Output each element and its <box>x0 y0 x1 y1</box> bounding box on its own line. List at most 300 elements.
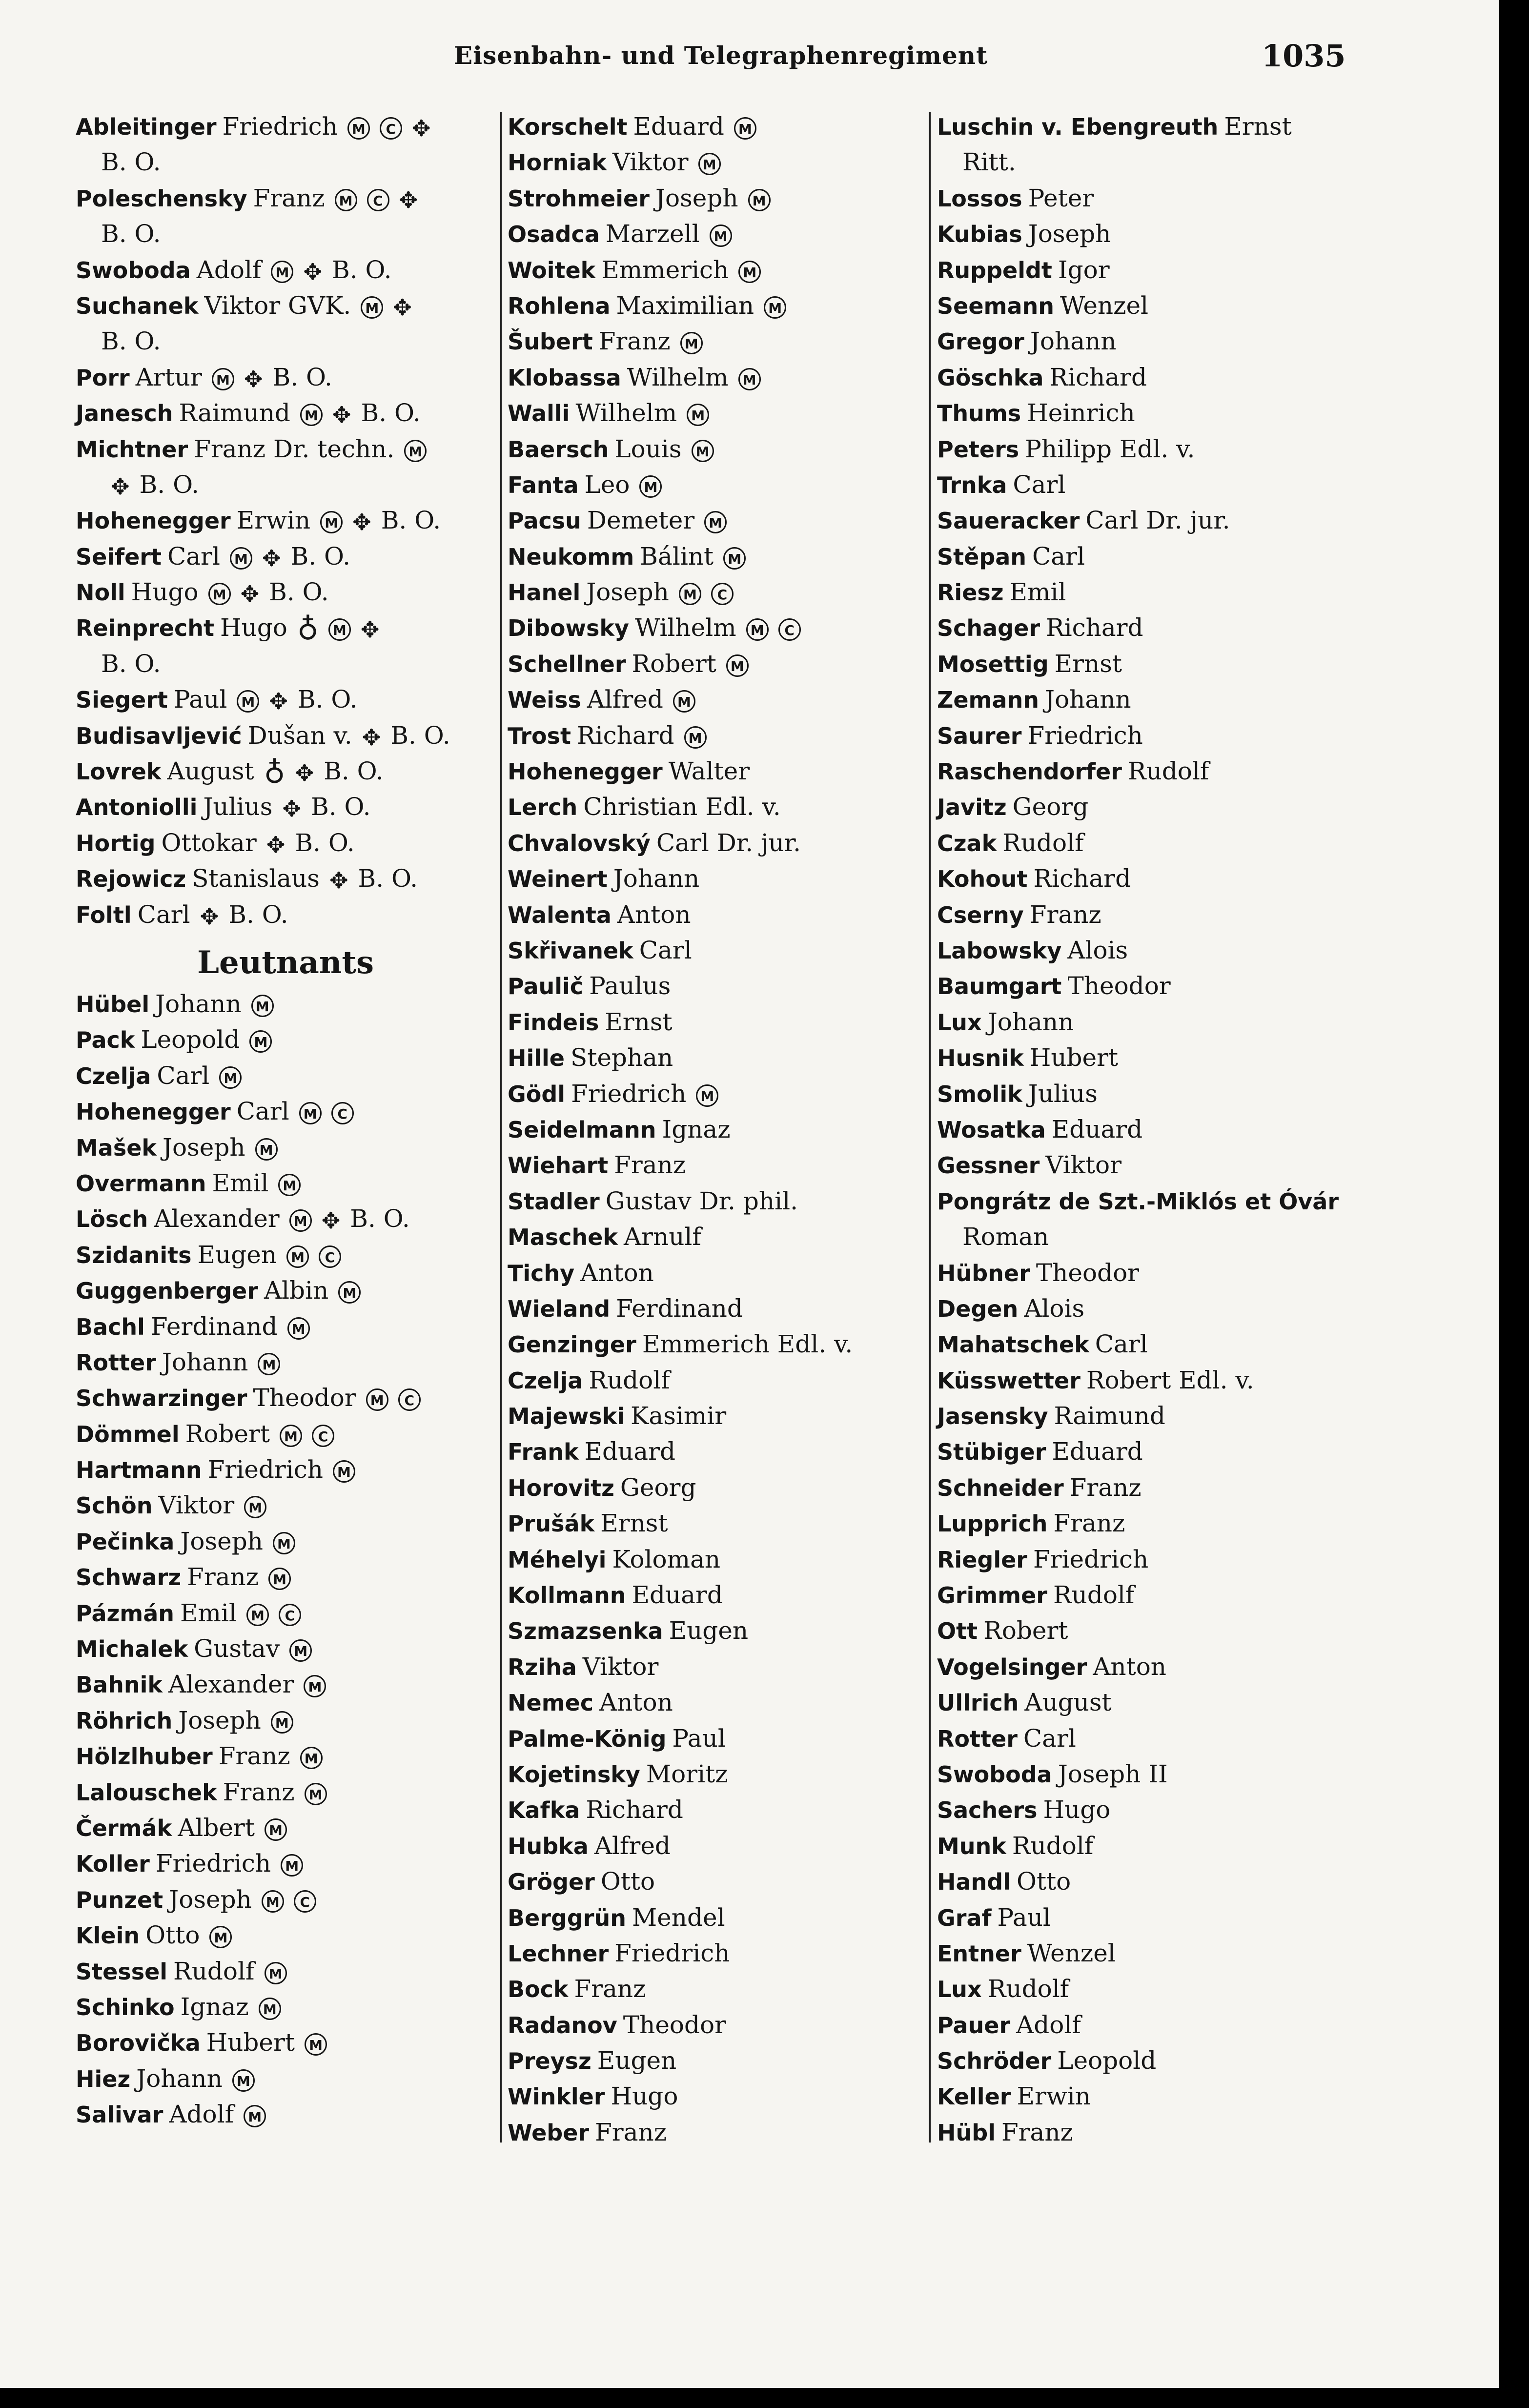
circled-m-icon: M <box>338 1281 361 1304</box>
column-divider <box>500 112 502 2143</box>
surname: Tichy <box>508 1260 575 1286</box>
circled-m-icon: M <box>208 583 231 605</box>
entry-continuation <box>76 324 490 359</box>
roster-entry <box>508 1971 922 2007</box>
cross-icon: ✥ <box>240 581 260 608</box>
given-name: Alexander <box>154 1204 280 1233</box>
surname: Hübner <box>937 1260 1030 1286</box>
surname: Hiez <box>76 2065 131 2092</box>
roster-entry <box>937 1326 1376 1362</box>
circled-m-icon: M <box>265 1962 287 1984</box>
surname: Labowsky <box>937 937 1062 964</box>
surname: Schwarz <box>76 1564 182 1591</box>
circled-m-icon: M <box>237 690 259 713</box>
surname: Janesch <box>76 400 173 427</box>
roster-entry <box>76 1130 490 1165</box>
given-name: Carl <box>167 542 220 571</box>
roster-entry <box>76 986 490 1022</box>
given-name: Eduard <box>633 112 724 141</box>
roster-entry <box>76 2097 490 2132</box>
roster-entry <box>508 395 922 431</box>
given-name: Georg <box>620 1473 696 1502</box>
surname: Gröger <box>508 1869 595 1896</box>
surname: Stěpan <box>937 543 1027 570</box>
page-number: 1035 <box>1262 38 1346 74</box>
cross-icon: ✥ <box>244 366 263 392</box>
given-name: Joseph <box>180 1527 263 1555</box>
roster-entry <box>508 1649 922 1685</box>
given-name: Paul <box>672 1724 726 1753</box>
roster-entry <box>76 2025 490 2061</box>
given-name: Wilhelm <box>627 363 729 391</box>
given-name: Bálint <box>640 542 714 571</box>
roster-entry <box>76 1918 490 1953</box>
given-name: Rudolf <box>1127 757 1209 786</box>
given-name: Ernst <box>605 1007 673 1036</box>
given-name: Franz Dr. techn. <box>194 434 395 463</box>
circled-c-icon: C <box>711 583 734 605</box>
roster-entry <box>937 1721 1376 1756</box>
roster-entry <box>76 1273 490 1308</box>
roster-entry <box>508 1613 922 1649</box>
surname: Sachers <box>937 1797 1038 1824</box>
surname: Preysz <box>508 2048 591 2075</box>
given-name: Johann <box>1030 327 1117 356</box>
roster-entry <box>76 503 490 538</box>
circled-m-icon: M <box>328 618 351 641</box>
given-name: Alfred <box>587 685 663 714</box>
circled-m-icon: M <box>299 1102 322 1124</box>
surname: Smolik <box>937 1081 1022 1107</box>
surname: Seemann <box>937 292 1054 319</box>
circled-m-icon: M <box>289 1209 312 1232</box>
surname: Schellner <box>508 651 626 677</box>
given-name: Rudolf <box>589 1366 670 1394</box>
roster-entry <box>76 1559 490 1595</box>
given-name: Friedrich <box>207 1455 323 1484</box>
roster-entry <box>508 503 922 538</box>
surname: Graf <box>937 1904 992 1931</box>
surname: Mašek <box>76 1134 157 1161</box>
surname: Seidelmann <box>508 1116 656 1143</box>
roster-entry <box>937 1971 1376 2007</box>
given-name: Ernst <box>600 1509 668 1538</box>
given-name: Carl <box>639 936 692 964</box>
circled-m-icon: M <box>404 440 427 462</box>
roster-entry <box>937 718 1376 754</box>
surname: Stübiger <box>937 1439 1046 1466</box>
given-name: Joseph <box>163 1133 245 1162</box>
given-name: Theodor <box>623 2010 727 2039</box>
surname: Bachl <box>76 1313 145 1340</box>
given-name: Richard <box>1046 613 1143 642</box>
roster-entry <box>937 2079 1376 2114</box>
roster-entry <box>508 1542 922 1577</box>
roster-entry <box>508 897 922 933</box>
roster-entry <box>937 1900 1376 1936</box>
circled-m-icon: M <box>704 511 727 533</box>
continuation-text: B. O. <box>101 327 161 356</box>
cross-icon: ✥ <box>282 796 302 822</box>
surname: Baumgart <box>937 973 1062 1000</box>
suffix-abbreviation: B. O. <box>272 363 332 391</box>
roster-entry <box>937 1434 1376 1469</box>
roster-entry <box>937 1040 1376 1076</box>
given-name: Hubert <box>206 2028 295 2057</box>
roster-entry <box>508 1076 922 1112</box>
cross-icon: ✥ <box>269 688 288 715</box>
given-name: Rudolf <box>1002 828 1084 857</box>
surname: Pázmán <box>76 1600 175 1627</box>
given-name: Eduard <box>632 1581 723 1610</box>
cross-icon: ✥ <box>399 186 418 213</box>
order-symbol-icon: ♁ <box>297 612 319 647</box>
surname: Bock <box>508 1976 569 2003</box>
circled-m-icon: M <box>710 224 732 247</box>
given-name: Erwin <box>1017 2082 1091 2111</box>
given-name: Alois <box>1067 936 1128 964</box>
surname: Poleschensky <box>76 185 247 212</box>
given-name: Leopold <box>141 1025 240 1054</box>
roster-entry <box>508 1112 922 1147</box>
roster-entry <box>76 682 490 717</box>
surname: Hübl <box>937 2119 996 2146</box>
roster-entry <box>508 1792 922 1828</box>
entry-continuation <box>76 144 490 180</box>
given-name: Franz <box>218 1742 290 1771</box>
roster-entry <box>937 1792 1376 1828</box>
surname: Weiss <box>508 687 581 714</box>
circled-m-icon: M <box>333 1460 355 1483</box>
given-name: Eugen <box>197 1240 277 1269</box>
roster-entry <box>76 1524 490 1559</box>
surname: Swoboda <box>76 257 191 284</box>
given-name: Carl <box>157 1061 210 1090</box>
given-name: Raimund <box>1054 1402 1165 1430</box>
surname: Koller <box>76 1851 150 1877</box>
circled-m-icon: M <box>320 511 343 533</box>
entry-continuation <box>76 646 490 682</box>
roster-entry <box>508 825 922 861</box>
circled-c-icon: C <box>331 1102 354 1124</box>
surname: Kafka <box>508 1797 580 1824</box>
circled-m-icon: M <box>249 1030 272 1053</box>
given-name: Dušan v. <box>247 721 352 750</box>
surname: Lovrek <box>76 758 162 785</box>
surname: Siegert <box>76 687 168 714</box>
circled-m-icon: M <box>286 1245 309 1268</box>
surname: Rotter <box>76 1349 156 1376</box>
roster-entry <box>76 1595 490 1631</box>
given-name: Walter <box>668 757 750 786</box>
circled-m-icon: M <box>684 726 707 749</box>
surname: Skřivanek <box>508 937 633 964</box>
given-name: Viktor GVK. <box>204 291 351 320</box>
given-name: Ernst <box>1054 649 1122 678</box>
given-name: Franz <box>1069 1473 1142 1502</box>
surname: Genzinger <box>508 1331 636 1358</box>
roster-entry <box>937 789 1376 825</box>
given-name: Stanislaus <box>192 864 320 893</box>
surname: Ruppeldt <box>937 257 1052 284</box>
given-name: Anton <box>1093 1652 1167 1681</box>
given-name: Friedrich <box>1027 721 1143 750</box>
circled-m-icon: M <box>300 1747 323 1769</box>
roster-entry <box>76 1738 490 1774</box>
given-name: Demeter <box>587 506 695 535</box>
circled-m-icon: M <box>232 2069 255 2092</box>
given-name: Carl <box>236 1097 289 1126</box>
circled-m-icon: M <box>746 618 769 641</box>
roster-entry <box>508 1434 922 1469</box>
surname: Wosatka <box>937 1116 1046 1143</box>
circled-m-icon: M <box>305 2033 327 2056</box>
roster-entry <box>937 1542 1376 1577</box>
surname: Keller <box>937 2083 1011 2110</box>
circled-m-icon: M <box>300 404 323 426</box>
roster-entry <box>76 1094 490 1129</box>
surname: Porr <box>76 364 130 391</box>
given-name: Adolf <box>196 255 262 284</box>
surname: Overmann <box>76 1170 206 1197</box>
surname: Suchanek <box>76 292 199 319</box>
circled-m-icon: M <box>696 1084 718 1107</box>
given-name: Joseph <box>169 1885 252 1914</box>
roster-entry <box>76 1380 490 1416</box>
circled-c-icon: C <box>319 1245 341 1268</box>
roster-entry <box>76 109 490 144</box>
circled-m-icon: M <box>698 153 721 175</box>
given-name: Alfred <box>594 1831 671 1860</box>
roster-entry <box>937 1398 1376 1434</box>
given-name: Franz <box>1029 900 1101 929</box>
surname: Rejowicz <box>76 866 186 893</box>
roster-entry <box>76 1309 490 1345</box>
roster-entry <box>937 467 1376 503</box>
given-name: Adolf <box>1016 2010 1081 2039</box>
surname: Hohenegger <box>76 508 231 534</box>
section-heading: Leutnants <box>197 944 374 981</box>
roster-entry <box>76 2061 490 2097</box>
roster-entry <box>937 431 1376 467</box>
surname: Korschelt <box>508 114 628 140</box>
given-name: Eugen <box>597 2046 677 2075</box>
given-name: Carl <box>1013 470 1066 499</box>
surname: Kohout <box>937 866 1028 893</box>
given-name: Rudolf <box>1053 1581 1135 1610</box>
surname: Rziha <box>508 1653 577 1680</box>
roster-entry <box>508 216 922 252</box>
surname: Szidanits <box>76 1242 192 1268</box>
roster-entry <box>508 2079 922 2114</box>
roster-entry <box>937 610 1376 646</box>
surname: Findeis <box>508 1009 599 1036</box>
roster-entry <box>76 1058 490 1094</box>
surname: Mahatschek <box>937 1331 1089 1358</box>
given-name: Paul <box>173 685 227 714</box>
surname: Walli <box>508 400 570 427</box>
roster-entry <box>508 2043 922 2079</box>
roster-entry <box>76 1667 490 1702</box>
given-name: Joseph <box>586 578 669 607</box>
surname: Salivar <box>76 2102 163 2128</box>
surname: Thums <box>937 400 1021 427</box>
circled-m-icon: M <box>259 1998 281 2020</box>
given-name: Franz <box>187 1563 259 1592</box>
given-name: Wilhelm <box>634 613 736 642</box>
surname: Borovička <box>76 2030 201 2057</box>
given-name: Robert Edl. v. <box>1086 1366 1254 1394</box>
given-name: Albin <box>264 1276 329 1305</box>
roster-entry <box>76 539 490 574</box>
roster-entry <box>508 1685 922 1720</box>
surname: Klobassa <box>508 364 621 391</box>
given-name: Emmerich <box>601 255 729 284</box>
given-name: Artur <box>135 363 202 391</box>
circled-m-icon: M <box>289 1639 312 1662</box>
roster-entry <box>76 1882 490 1918</box>
surname: Hanel <box>508 579 581 606</box>
surname: Foltl <box>76 901 132 928</box>
given-name: Heinrich <box>1027 399 1135 428</box>
given-name: Joseph II <box>1058 1759 1168 1788</box>
suffix-abbreviation: B. O. <box>290 542 350 571</box>
surname: Saueracker <box>937 508 1080 534</box>
surname: Dömmel <box>76 1421 180 1448</box>
circled-c-icon: C <box>279 1604 301 1626</box>
given-name: Wenzel <box>1027 1939 1116 1967</box>
continuation-text: Roman <box>962 1223 1049 1251</box>
roster-entry <box>508 2007 922 2043</box>
cross-icon: ✥ <box>329 867 348 894</box>
circled-m-icon: M <box>271 1711 293 1734</box>
circled-m-icon: M <box>692 440 714 462</box>
circled-m-icon: M <box>738 368 761 390</box>
surname: Schinko <box>76 1994 175 2020</box>
roster-entry <box>508 1506 922 1541</box>
roster-entry <box>937 1004 1376 1040</box>
roster-entry <box>508 1255 922 1291</box>
surname: Horniak <box>508 149 607 176</box>
surname: Maschek <box>508 1224 618 1251</box>
given-name: Johann <box>155 989 242 1018</box>
surname: Bahnik <box>76 1672 163 1698</box>
given-name: Joseph <box>178 1706 261 1735</box>
given-name: Friedrich <box>1033 1545 1149 1573</box>
entry-continuation <box>76 467 490 503</box>
surname: Chvalovský <box>508 830 651 857</box>
surname: Raschendorfer <box>937 758 1122 785</box>
circled-m-icon: M <box>304 1675 326 1697</box>
surname: Kubias <box>937 221 1022 248</box>
roster-entry <box>508 610 922 646</box>
given-name: Anton <box>580 1258 654 1287</box>
surname: Hölzlhuber <box>76 1743 213 1770</box>
surname: Hubka <box>508 1833 589 1859</box>
roster-entry <box>508 933 922 968</box>
roster-entry <box>937 216 1376 252</box>
roster-entry <box>937 395 1376 431</box>
given-name: Carl Dr. jur. <box>1085 506 1230 535</box>
given-name: Johann <box>162 1347 248 1376</box>
suffix-abbreviation: B. O. <box>332 255 392 284</box>
roster-entry <box>937 252 1376 288</box>
circled-c-icon: C <box>367 189 389 211</box>
surname: Dibowsky <box>508 615 629 642</box>
given-name: Ferdinand <box>150 1312 278 1341</box>
roster-entry <box>937 968 1376 1004</box>
given-name: Viktor <box>612 148 689 177</box>
circled-m-icon: M <box>748 189 771 211</box>
surname: Jasensky <box>937 1403 1048 1430</box>
roster-entry <box>76 1810 490 1846</box>
given-name: Carl <box>1095 1330 1148 1359</box>
cross-icon: ✥ <box>411 115 431 142</box>
roster-entry <box>508 1363 922 1398</box>
roster-entry <box>508 288 922 324</box>
given-name: Mendel <box>632 1903 725 1932</box>
surname: Gregor <box>937 328 1024 355</box>
surname: Ableitinger <box>76 114 217 140</box>
given-name: Franz <box>598 327 671 356</box>
roster-entry <box>937 646 1376 682</box>
roster-entry <box>508 1184 922 1219</box>
surname: Riesz <box>937 579 1004 606</box>
cross-icon: ✥ <box>360 616 380 643</box>
continuation-text: Ritt. <box>962 148 1016 177</box>
given-name: Hugo <box>611 2082 678 2111</box>
roster-entry <box>508 467 922 503</box>
roster-entry <box>937 1506 1376 1541</box>
surname: Méhelyi <box>508 1546 607 1573</box>
surname: Vogelsinger <box>937 1653 1087 1680</box>
surname: Lupprich <box>937 1510 1048 1537</box>
roster-entry <box>508 1721 922 1756</box>
given-name: Robert <box>632 649 716 678</box>
circled-m-icon: M <box>287 1317 310 1340</box>
roster-entry <box>937 825 1376 861</box>
cross-icon: ✥ <box>111 473 130 500</box>
given-name: Robert <box>185 1419 270 1448</box>
surname: Klein <box>76 1922 140 1949</box>
roster-entry <box>937 2043 1376 2079</box>
surname: Guggenberger <box>76 1278 258 1305</box>
surname: Schager <box>937 615 1040 642</box>
given-name: Moritz <box>646 1759 728 1788</box>
suffix-abbreviation: B. O. <box>311 793 371 821</box>
roster-entry <box>937 1184 1376 1219</box>
given-name: Johann <box>1045 685 1131 714</box>
given-name: Carl <box>137 900 190 929</box>
surname: Ott <box>937 1618 978 1645</box>
given-name: Joseph <box>1028 220 1111 248</box>
surname: Wieland <box>508 1295 611 1322</box>
surname: Pečinka <box>76 1528 175 1555</box>
roster-entry <box>76 574 490 610</box>
roster-entry <box>76 1201 490 1237</box>
surname: Kollmann <box>508 1582 626 1609</box>
given-name: Eduard <box>1051 1115 1143 1143</box>
given-name: Emil <box>180 1598 237 1627</box>
cross-icon: ✥ <box>352 509 371 536</box>
surname: Swoboda <box>937 1761 1052 1788</box>
roster-entry <box>508 324 922 359</box>
page-header <box>0 38 1499 85</box>
surname: Trnka <box>937 471 1007 498</box>
given-name: Theodor <box>1067 972 1171 1000</box>
given-name: Theodor <box>253 1384 356 1412</box>
roster-entry <box>76 789 490 825</box>
